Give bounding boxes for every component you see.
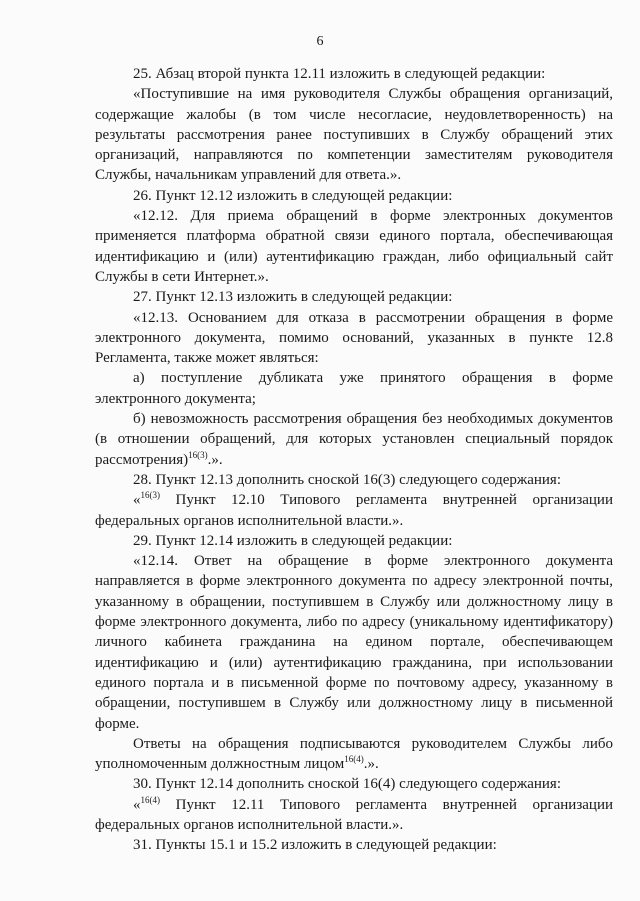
paragraph-answers-signed [95,734,613,775]
paragraph-text: б) невозможность рассмотрения обращения без необходимых документов (в отношении обращений, для которых установлен специальный порядок рассмотрения) [95,411,613,468]
paragraph-text: Пункт 12.11 Типового регламента внутренней организации федеральных органов исполнительной власти.». [95,796,613,833]
paragraph-text: 26. Пункт 12.12 изложить в следующей редакции: [133,187,453,204]
paragraph-29-heading [95,531,613,551]
paragraph-31-heading [95,835,613,855]
paragraph-text: «Поступившие на имя руководителя Службы обращения организаций, содержащие жалобы (в том числе несогласие, неудовлетворенность) на результаты рассмотрения ранее поступивших в Службу обращений этих организаций, направляются по компетенции заместителям руководителя Службы, начальникам управлений для ответа.». [95,86,613,184]
paragraph-30-heading [95,774,613,794]
paragraph-26-heading [95,186,613,206]
paragraph-text: 27. Пункт 12.13 изложить в следующей редакции: [133,289,453,306]
paragraph-tail: .». [363,756,379,773]
footnote-16-4-text [95,795,613,836]
paragraph-text: Ответы на обращения подписываются руководителем Службы либо уполномоченным должностным лицом [95,735,613,773]
paragraph-text: 25. Абзац второй пункта 12.11 изложить в следующей редакции: [133,66,546,82]
paragraph-text: «12.13. Основанием для отказа в рассмотрении обращения в форме электронного документа, помимо оснований, указанных в пункте 12.8 Регламента, также может являться: [95,309,613,367]
page-number: 6 [316,34,324,49]
paragraph-28-heading [95,470,613,490]
paragraph-12-14-quote [95,551,613,734]
paragraph-item-a [95,368,613,409]
quote-open: « [133,492,141,509]
paragraph-12-13-quote [95,308,613,369]
footnote-marker: 16(3) [140,490,160,501]
footnote-marker: 16(3) [188,449,208,460]
document-body [95,64,613,856]
footnote-marker: 16(4) [140,794,160,805]
paragraph-text: «12.12. Для приема обращений в форме электронных документов применяется платформа обратной связи единого портала, обеспечивающая идентификацию и (или) аутентификацию граждан, либо официальный сайт Службы в сети Интернет.». [95,208,613,285]
paragraph-12-12-quote [95,206,613,287]
paragraph-25-heading [95,64,613,84]
paragraph-text: «12.14. Ответ на обращение в форме электронного документа направляется в форме электронного документа по адресу электронной почты, указанному в обращении, поступившем в Службу или должностному лицу в форме электронного документа, либо по адресу (уникальному идентификатору) личного кабинета гражданина на едином портале, обеспечивающем идентификацию и (или) аутентификацию гражданина, при использовании единого портала и в письменной форме по почтовому адресу, указанному в обращении, поступившем в Службу или должностному лицу в письменной форме. [95,553,613,732]
paragraph-item-b [95,409,613,470]
paragraph-text: а) поступление дубликата уже принятого обращения в форме электронного документа; [95,370,613,407]
paragraph-12-11-quote [95,84,613,185]
footnote-marker: 16(4) [344,754,364,765]
paragraph-tail: .». [207,451,223,468]
paragraph-text: 28. Пункт 12.13 дополнить сноской 16(3) следующего содержания: [133,471,561,488]
paragraph-text: 29. Пункт 12.14 изложить в следующей редакции: [133,532,453,549]
paragraph-text: 31. Пункты 15.1 и 15.2 изложить в следующей редакции: [133,837,497,854]
quote-open: « [133,796,141,813]
paragraph-27-heading [95,287,613,307]
paragraph-text: 30. Пункт 12.14 дополнить сноской 16(4) следующего содержания: [133,776,561,793]
paragraph-text: Пункт 12.10 Типового регламента внутренней организации федеральных органов исполнительной власти.». [95,492,613,529]
footnote-16-3-text [95,490,613,531]
